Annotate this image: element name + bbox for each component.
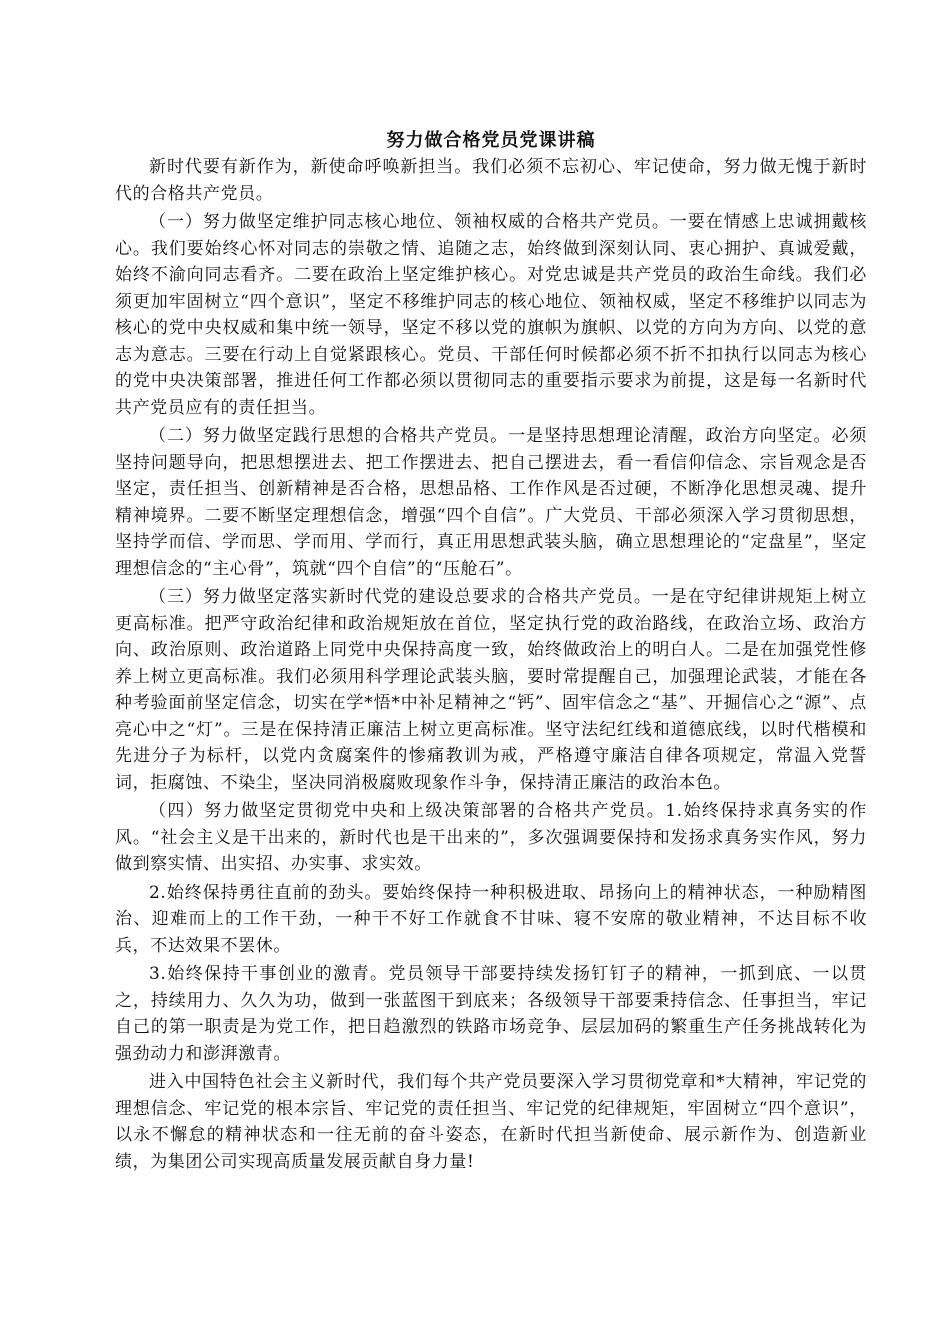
document-title: 努力做合格党员党课讲稿 (386, 130, 596, 151)
section-two-paragraph: （二）努力做坚定践行思想的合格共产党员。一是坚持思想理论清醒，政治方向坚定。必须坚持问题导向，把思想摆进去、把工作摆进去、把自己摆进去，看一看信仰信念、宗旨观念是否坚定，责任担当、创新精神是否合格，思想品格、工作作风是否过硬，不断净化思想灵魂、提升精神境界。二要不断坚定理想信念，增强“四个自信”。广大党员、干部必须深入学习贯彻思想，坚持学而信、学而思、学而用、学而行，真正用思想武装头脑，确立思想理论的“定盘星”，坚定理想信念的“主心骨”，筑就“四个自信”的“压舱石”。 (115, 426, 867, 579)
section-four-item-three: 3.始终保持干事创业的激青。党员领导干部要持续发扬钉钉子的精神，一抓到底、一以贯之，持续用力、久久为功，做到一张蓝图干到底来；各级领导干部要秉持信念、任事担当，牢记自己的第一职责是为党工作，把日趋激烈的铁路市场竞争、层层加码的繁重生产任务挑战转化为强劲动力和澎湃激青。 (115, 964, 867, 1064)
document-body (115, 128, 867, 1175)
section-four-paragraph: （四）努力做坚定贯彻党中央和上级决策部署的合格共产党员。1.始终保持求真务实的作风。“社会主义是干出来的，新时代也是干出来的”，多次强调要保持和发扬求真务实作风，努力做到察实情、出实招、办实事、求实效。 (115, 801, 867, 874)
section-one-paragraph: （一）努力做坚定维护同志核心地位、领袖权威的合格共产党员。一要在情感上忠诚拥戴核心。我们要始终心怀对同志的崇敬之情、追随之志，始终做到深刻认同、衷心拥护、真诚爱戴，始终不渝向同志看齐。二要在政治上坚定维护核心。对党忠诚是共产党员的政治生命线。我们必须更加牢固树立“四个意识”，坚定不移维护同志的核心地位、领袖权威，坚定不移维护以同志为核心的党中央权威和集中统一领导，坚定不移以党的旗帜为旗帜、以党的方向为方向、以党的意志为意志。三要在行动上自觉紧跟核心。党员、干部任何时候都必须不折不扣执行以同志为核心的党中央决策部署，推进任何工作都必须以贯彻同志的重要指示要求为前提，这是每一名新时代共产党员应有的责任担当。 (115, 212, 867, 418)
intro-paragraph: 新时代要有新作为，新使命呼唤新担当。我们必须不忘初心、牢记使命，努力做无愧于新时代的合格共产党员。 (115, 157, 867, 204)
closing-paragraph: 进入中国特色社会主义新时代，我们每个共产党员要深入学习贯彻党章和*大精神，牢记党的理想信念、牢记党的根本宗旨、牢记党的责任担当、牢记党的纪律规矩，牢固树立“四个意识”，以永不懈怠的精神状态和一往无前的奋斗姿态，在新时代担当新使命、展示新作为、创造新业绩，为集团公司实现高质量发展贡献自身力量! (115, 1072, 867, 1172)
section-three-paragraph: （三）努力做坚定落实新时代党的建设总要求的合格共产党员。一是在守纪律讲规矩上树立更高标准。把严守政治纪律和政治规矩放在首位，坚定执行党的政治路线，在政治立场、政治方向、政治原则、政治道路上同党中央保持高度一致，始终做政治上的明白人。二是在加强党性修养上树立更高标准。我们必须用科学理论武装头脑，要时常提醒自己，加强理论武装，才能在各种考验面前坚定信念，切实在学*悟*中补足精神之“钙”、固牢信念之“基”、开掘信心之“源”、点亮心中之“灯”。三是在保持清正廉洁上树立更高标准。坚守法纪红线和道德底线，以时代楷模和先进分子为标杆，以党内贪腐案件的惨痛教训为戒，严格遵守廉洁自律各项规定，常温入党誓词，拒腐蚀、不染尘，坚决同消极腐败现象作斗争，保持清正廉洁的政治本色。 (115, 587, 867, 793)
section-four-item-two: 2.始终保持勇往直前的劲头。要始终保持一种积极进取、昂扬向上的精神状态，一种励精图治、迎难而上的工作干劲，一种干不好工作就食不甘味、寝不安席的敬业精神，不达目标不收兵，不达效果不罢休。 (115, 882, 867, 956)
